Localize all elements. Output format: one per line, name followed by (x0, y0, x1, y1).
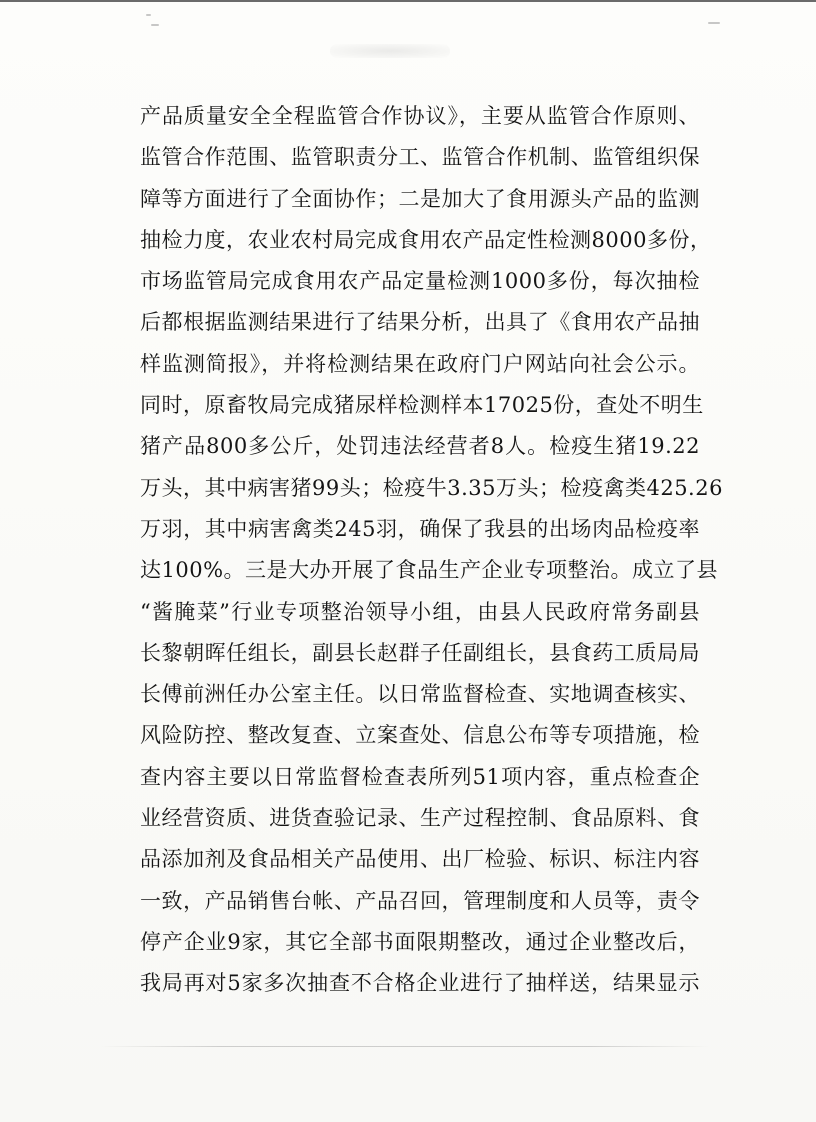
text-line: 长傅前洲任办公室主任。以日常监督检查、实地调查核实、 (140, 682, 700, 707)
text-line: 万头，其中病害猪99头；检疫牛3.35万头；检疫禽类425.26 (140, 475, 723, 500)
text-line: 风险防控、整改复查、立案查处、信息公布等专项措施，检 (140, 723, 700, 748)
scan-speck (146, 14, 151, 16)
scan-speck (708, 22, 720, 24)
text-line: 监管合作范围、监管职责分工、监管合作机制、监管组织保 (140, 145, 700, 170)
scan-smudge (330, 44, 450, 58)
text-line: 万羽，其中病害禽类245羽，确保了我县的出场肉品检疫率 (140, 516, 700, 541)
text-line: 长黎朝晖任组长，副县长赵群子任副组长，县食药工质局局 (140, 640, 700, 665)
text-line: 达100%。三是大办开展了食品生产企业专项整治。成立了县 (140, 558, 719, 583)
scan-speck (151, 24, 159, 26)
text-line: 品添加剂及食品相关产品使用、出厂检验、标识、标注内容 (140, 847, 700, 872)
text-line: 产品质量安全全程监管合作协议》，主要从监管合作原则、 (140, 104, 700, 128)
document-body (140, 96, 723, 1005)
text-line: 我局再对5家多次抽查不合格企业进行了抽样送，结果显示 (140, 971, 700, 996)
text-line: 查内容主要以日常监督检查表所列51项内容，重点检查企 (140, 764, 700, 789)
text-line: 一致，产品销售台帐、产品召回，管理制度和人员等，责令 (140, 888, 700, 913)
scan-top-edge (0, 0, 816, 2)
scan-bottom-shadow (100, 1046, 710, 1047)
text-line: 同时，原畜牧局完成猪尿样检测样本17025份，查处不明生 (140, 393, 704, 418)
text-line: 停产企业9家，其它全部书面限期整改，通过企业整改后， (140, 929, 700, 954)
text-line: “酱腌菜”行业专项整治领导小组，由县人民政府常务副县 (140, 599, 700, 624)
text-line: 市场监管局完成食用农产品定量检测1000多份，每次抽检 (140, 269, 700, 294)
text-line: 猪产品800多公斤，处罚违法经营者8人。检疫生猪19.22 (140, 434, 700, 459)
text-line: 业经营资质、进货查验记录、生产过程控制、食品原料、食 (140, 806, 700, 831)
text-line: 后都根据监测结果进行了结果分析，出具了《食用农产品抽 (140, 310, 700, 335)
text-line: 抽检力度，农业农村局完成食用农产品定性检测8000多份， (140, 227, 712, 252)
text-line: 样监测简报》，并将检测结果在政府门户网站向社会公示。 (140, 351, 700, 376)
text-line: 障等方面进行了全面协作；二是加大了食用源头产品的监测 (140, 186, 700, 211)
